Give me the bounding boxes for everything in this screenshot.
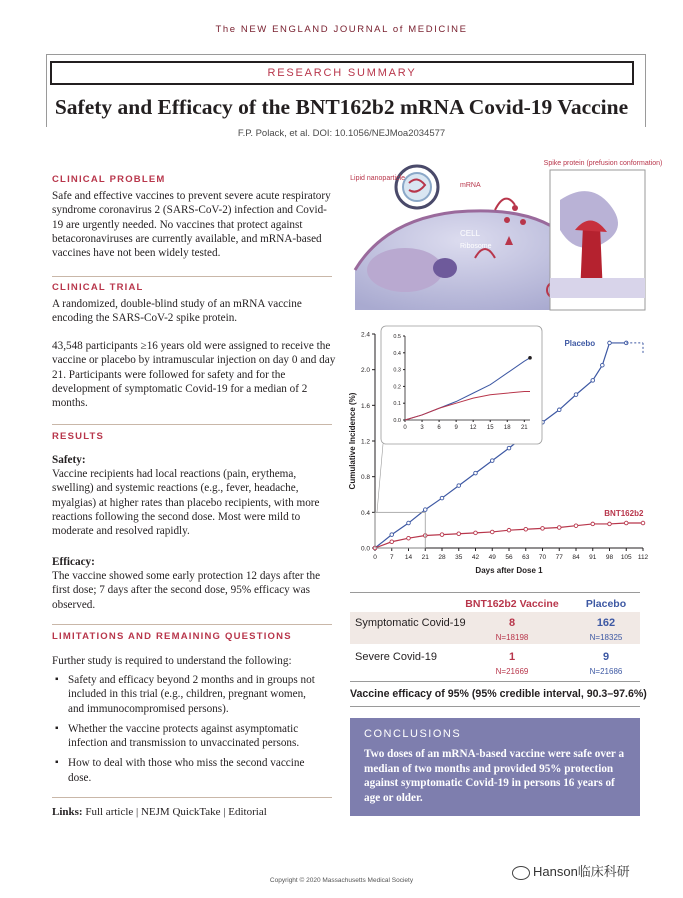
inset-connector	[377, 444, 383, 512]
x-tick-label: 63	[522, 554, 530, 561]
cumulative-incidence-chart	[345, 322, 650, 584]
data-point	[574, 393, 578, 397]
vaccine-value: 1	[508, 651, 516, 663]
clinical-trial-heading: CLINICAL TRIAL	[52, 282, 144, 293]
x-tick-label: 91	[589, 554, 597, 561]
col-header-placebo: Placebo	[585, 598, 627, 610]
vaccine-value: 8	[508, 617, 516, 629]
inset-x-tick-label: 12	[469, 425, 477, 431]
safety-text: Vaccine recipients had local reactions (pain, erythema, swelling) and systemic reactions (e.g., fever, headache, myalgias) at higher rates than placebo recipients, with more reactions following the second dose. Most were mild to moderate and resolved rapidly.	[52, 468, 320, 538]
inset-data-point	[528, 356, 532, 360]
x-tick-label: 7	[389, 554, 394, 561]
y-tick-label: 0.4	[360, 509, 370, 517]
byline: F.P. Polack, et al. DOI: 10.1056/NEJMoa2034577	[237, 128, 446, 139]
series-line-bnt162b2	[375, 523, 643, 548]
row-label: Severe Covid-19	[355, 651, 437, 663]
endoplasmic-reticulum	[367, 248, 443, 292]
divider	[52, 276, 332, 277]
x-tick-label: 49	[488, 554, 496, 561]
data-point	[407, 521, 411, 525]
data-point	[507, 528, 511, 532]
y-tick-label: 0.0	[360, 545, 370, 553]
data-point	[574, 524, 578, 528]
page-title: Safety and Efficacy of the BNT162b2 mRNA Covid-19 Vaccine	[54, 95, 629, 119]
limitations-intro: Further study is required to understand the following:	[52, 655, 292, 667]
x-tick-label: 42	[471, 554, 480, 561]
links-bar	[52, 806, 267, 818]
data-point	[390, 540, 394, 544]
inset-x-tick-label: 0	[403, 425, 407, 431]
conclusions-heading: CONCLUSIONS	[364, 728, 462, 740]
data-point	[641, 521, 645, 525]
journal-name: The NEW ENGLAND JOURNAL of MEDICINE	[215, 24, 468, 35]
data-point	[490, 459, 494, 463]
data-point	[507, 446, 511, 450]
x-tick-label: 98	[605, 554, 614, 561]
data-point	[541, 527, 545, 531]
watermark-text: Hanson临床科研	[533, 864, 630, 879]
inset-x-tick-label: 9	[454, 425, 458, 431]
data-point	[440, 496, 444, 500]
y-tick-label: 0.8	[360, 474, 370, 482]
inset-x-tick-label: 18	[503, 425, 511, 431]
inset-y-tick-label: 0.1	[393, 401, 401, 408]
table-efficacy-rule	[350, 706, 640, 707]
data-point	[440, 533, 444, 537]
safety-label: Safety:	[52, 454, 86, 466]
vaccine-mechanism-illustration	[345, 150, 663, 310]
y-axis-label: Cumulative Incidence (%)	[348, 392, 357, 490]
divider	[52, 797, 332, 798]
divider	[52, 624, 332, 625]
data-point	[474, 531, 478, 535]
lipid-label: Lipid nanoparticle	[350, 175, 405, 182]
y-tick-label: 2.4	[360, 331, 370, 339]
legend-bnt162b2: BNT162b2	[604, 508, 644, 518]
data-point	[490, 530, 494, 534]
clinical-trial-text-2: 43,548 participants ≥16 years old were assigned to receive the vaccine or placebo by intramuscular injection on day 0 and day 21. Participants were followed for safety and for the development of symptomatic Covid-19 for a median of 2 months.	[52, 340, 336, 410]
row-label: Symptomatic Covid-19	[355, 617, 466, 629]
inset-y-tick-label: 0.3	[393, 367, 401, 374]
inset-y-tick-label: 0.0	[393, 418, 401, 424]
placebo-value: 9	[602, 651, 610, 663]
data-point	[524, 527, 528, 531]
y-tick-label: 1.2	[360, 438, 370, 446]
clinical-problem-heading: CLINICAL PROBLEM	[52, 174, 166, 185]
data-point	[390, 533, 394, 537]
vaccine-n: N=21669	[495, 667, 529, 676]
x-axis-label: Days after Dose 1	[475, 566, 543, 575]
data-point	[591, 379, 595, 383]
placebo-n: N=18325	[589, 633, 623, 642]
vaccine-efficacy-statement: Vaccine efficacy of 95% (95% credible interval, 90.3–97.6%)	[350, 688, 647, 700]
legend-placebo: Placebo	[564, 338, 596, 348]
x-tick-label: 70	[538, 554, 547, 561]
results-heading: RESULTS	[52, 431, 105, 442]
list-item: ▪ Whether the vaccine protects against asymptomatic infection and transmission to unvaccinated persons.	[68, 722, 324, 751]
data-point	[608, 341, 612, 345]
placebo-value: 162	[596, 617, 616, 629]
data-point	[601, 363, 605, 367]
clinical-problem-text: Safe and effective vaccines to prevent severe acute respiratory syndrome coronavirus 2 (SARS-CoV-2) infection and Covid-19 are urgently needed. No vaccines that protect against betacoronaviruses are currently available, and mRNA-based vaccines have not been widely tested.	[52, 190, 331, 260]
x-tick-label: 35	[455, 554, 463, 561]
mrna-label: mRNA	[460, 182, 481, 189]
cell-label: CELL	[460, 229, 481, 238]
conclusions-text: Two doses of an mRNA-based vaccine were safe over a median of two months and provided 95% protection against symptomatic Covid-19 in persons 16 years of age or older.	[364, 748, 625, 804]
data-point	[407, 536, 411, 540]
inset-x-tick-label: 3	[420, 425, 424, 431]
efficacy-text: The vaccine showed some early protection 12 days after the first dose; 7 days after the second dose, 95% efficacy was observed.	[52, 570, 321, 611]
y-tick-label: 1.6	[360, 402, 370, 410]
x-tick-label: 0	[373, 554, 377, 561]
placebo-n: N=21686	[589, 667, 623, 676]
list-item: ▪ Safety and efficacy beyond 2 months and in groups not included in this trial (e.g., children, pregnant women, and immunocompromised persons).	[68, 673, 324, 716]
spike-label: Spike protein (prefusion conformation)	[543, 160, 663, 167]
inset-x-tick-label: 21	[520, 425, 528, 431]
table-bottom-rule	[350, 681, 640, 682]
x-tick-label: 105	[620, 554, 632, 561]
ribosome-label: Ribosome	[460, 243, 492, 250]
data-point	[557, 526, 561, 530]
x-tick-label: 84	[572, 554, 580, 561]
data-point	[591, 522, 595, 526]
table-top-rule	[350, 592, 640, 593]
mrna-strand	[495, 199, 515, 210]
divider	[52, 424, 332, 425]
ribosome-icon	[433, 258, 457, 278]
data-point	[557, 408, 561, 412]
inset-y-tick-label: 0.4	[393, 350, 401, 357]
col-header-vaccine: BNT162b2 Vaccine	[465, 598, 559, 610]
list-item: ▪ How to deal with those who miss the second vaccine dose.	[68, 756, 324, 785]
x-tick-label: 21	[421, 554, 429, 561]
data-point	[608, 522, 612, 526]
x-tick-label: 28	[438, 554, 446, 561]
data-point	[624, 521, 628, 525]
limitations-list	[54, 673, 324, 791]
data-point	[474, 471, 478, 475]
data-point	[457, 532, 461, 536]
x-tick-label: 77	[555, 554, 563, 561]
x-tick-label: 112	[637, 554, 649, 561]
inset-x-tick-label: 15	[486, 425, 494, 431]
efficacy-label: Efficacy:	[52, 556, 95, 568]
links-label: Links:	[52, 806, 83, 818]
links-items[interactable]: Full article | NEJM QuickTake | Editorial	[85, 806, 267, 818]
data-point	[423, 508, 427, 512]
vaccine-n: N=18198	[495, 633, 529, 642]
copyright: Copyright © 2020 Massachusetts Medical Society	[269, 877, 414, 884]
clinical-trial-text-1: A randomized, double-blind study of an mRNA vaccine encoding the SARS-CoV-2 spike protein.	[52, 298, 302, 325]
x-tick-label: 14	[404, 554, 413, 561]
limitations-heading: LIMITATIONS AND REMAINING QUESTIONS	[52, 631, 292, 642]
inset-y-tick-label: 0.5	[393, 334, 401, 340]
data-point	[457, 484, 461, 488]
x-tick-label: 56	[505, 554, 513, 561]
y-tick-label: 2.0	[360, 367, 370, 375]
inset-y-tick-label: 0.2	[393, 384, 401, 391]
inset-x-tick-label: 6	[437, 425, 441, 431]
research-summary-banner: RESEARCH SUMMARY	[50, 61, 634, 85]
